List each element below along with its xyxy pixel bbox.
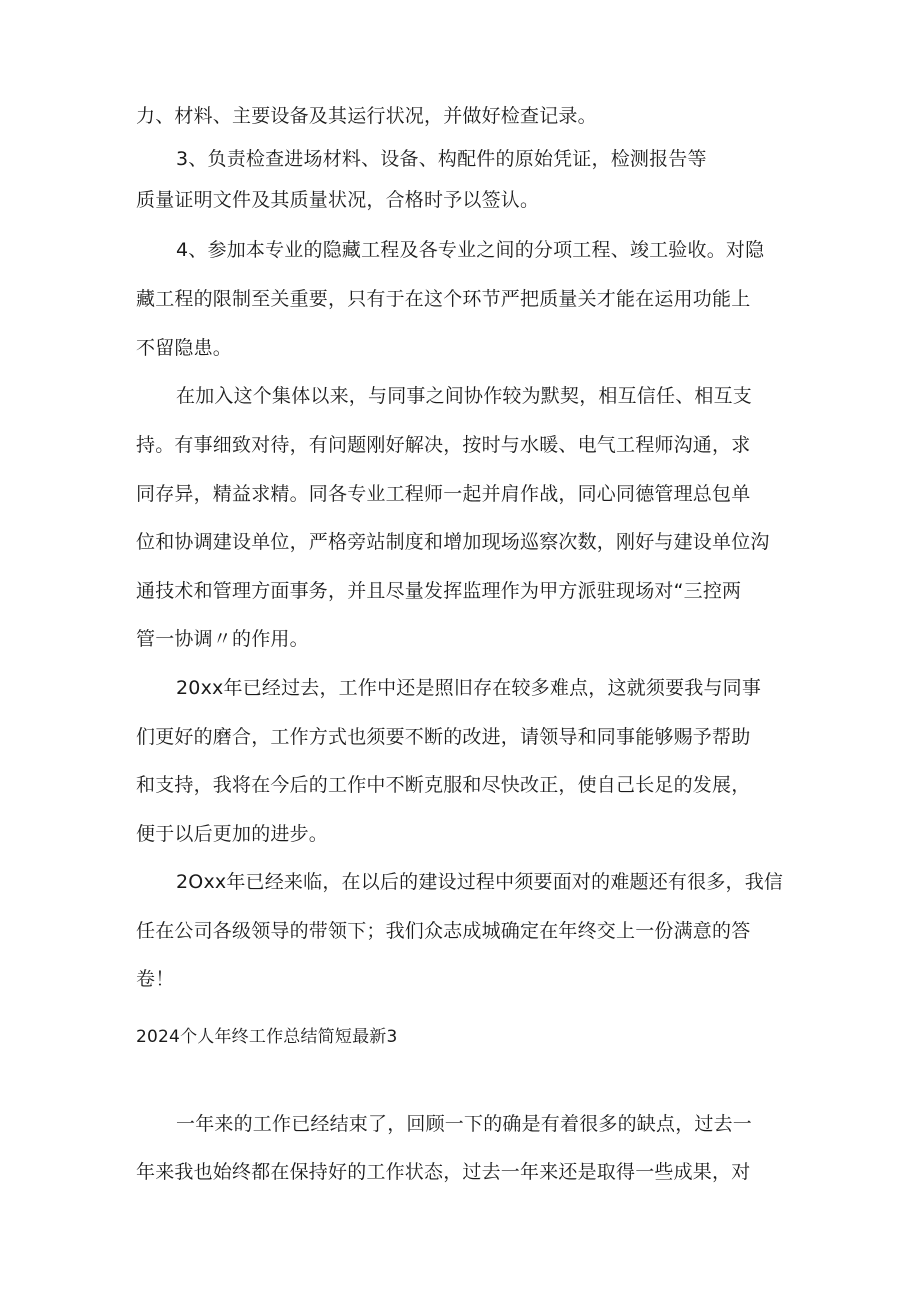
text-line: 4、参加本专业的隐藏工程及各专业之间的分项工程、竣工验收。对隐 <box>176 239 765 261</box>
text-line: 质量证明文件及其质量状况，合格时予以签认。 <box>136 189 540 211</box>
text-line: 卷！ <box>136 968 175 990</box>
text-line: 藏工程的限制至关重要，只有于在这个环节严把质量关才能在运用功能上 <box>136 288 751 310</box>
text-line: 任在公司各级领导的带领下；我们众志成城确定在年终交上一份满意的答 <box>136 920 751 942</box>
section-heading: 2024个人年终工作总结简短最新3 <box>136 1027 398 1047</box>
text-line: 20xx年已经过去，工作中还是照旧存在较多难点，这就须要我与同事 <box>176 677 762 699</box>
text-line: 力、材料、主要设备及其运行状况，并做好检查记录。 <box>136 105 597 127</box>
text-line: 位和协调建设单位，严格旁站制度和增加现场巡察次数，刚好与建设单位沟 <box>136 531 770 553</box>
text-line: 和支持，我将在今后的工作中不断克服和尽快改正，使自己长足的发展， <box>136 774 751 796</box>
text-line: 管一协调〃的作用。 <box>136 628 309 650</box>
text-line: 一年来的工作已经结束了，回顾一下的确是有着很多的缺点，过去一 <box>176 1113 753 1135</box>
text-line: 同存异，精益求精。同各专业工程师一起并肩作战，同心同德管理总包单 <box>136 483 751 505</box>
text-line: 持。有事细致对待，有问题刚好解决，按时与水暖、电气工程师沟通，求 <box>136 434 751 456</box>
text-line: 3、负责检查进场材料、设备、构配件的原始凭证，检测报告等 <box>176 148 707 170</box>
text-line: 2Oxx年已经来临，在以后的建设过程中须要面对的难题还有很多，我信 <box>176 871 784 893</box>
text-line: 们更好的磨合，工作方式也须要不断的改进，请领导和同事能够赐予帮助 <box>136 726 751 748</box>
text-line: 通技术和管理方面事务，并且尽量发挥监理作为甲方派驻现场对“三控两 <box>136 580 742 602</box>
text-line: 在加入这个集体以来，与同事之间协作较为默契，相互信任、相互支 <box>176 385 753 407</box>
text-line: 便于以后更加的进步。 <box>136 823 329 845</box>
text-line: 年来我也始终都在保持好的工作状态，过去一年来还是取得一些成果，对 <box>136 1161 751 1183</box>
text-line: 不留隐患。 <box>136 337 233 359</box>
